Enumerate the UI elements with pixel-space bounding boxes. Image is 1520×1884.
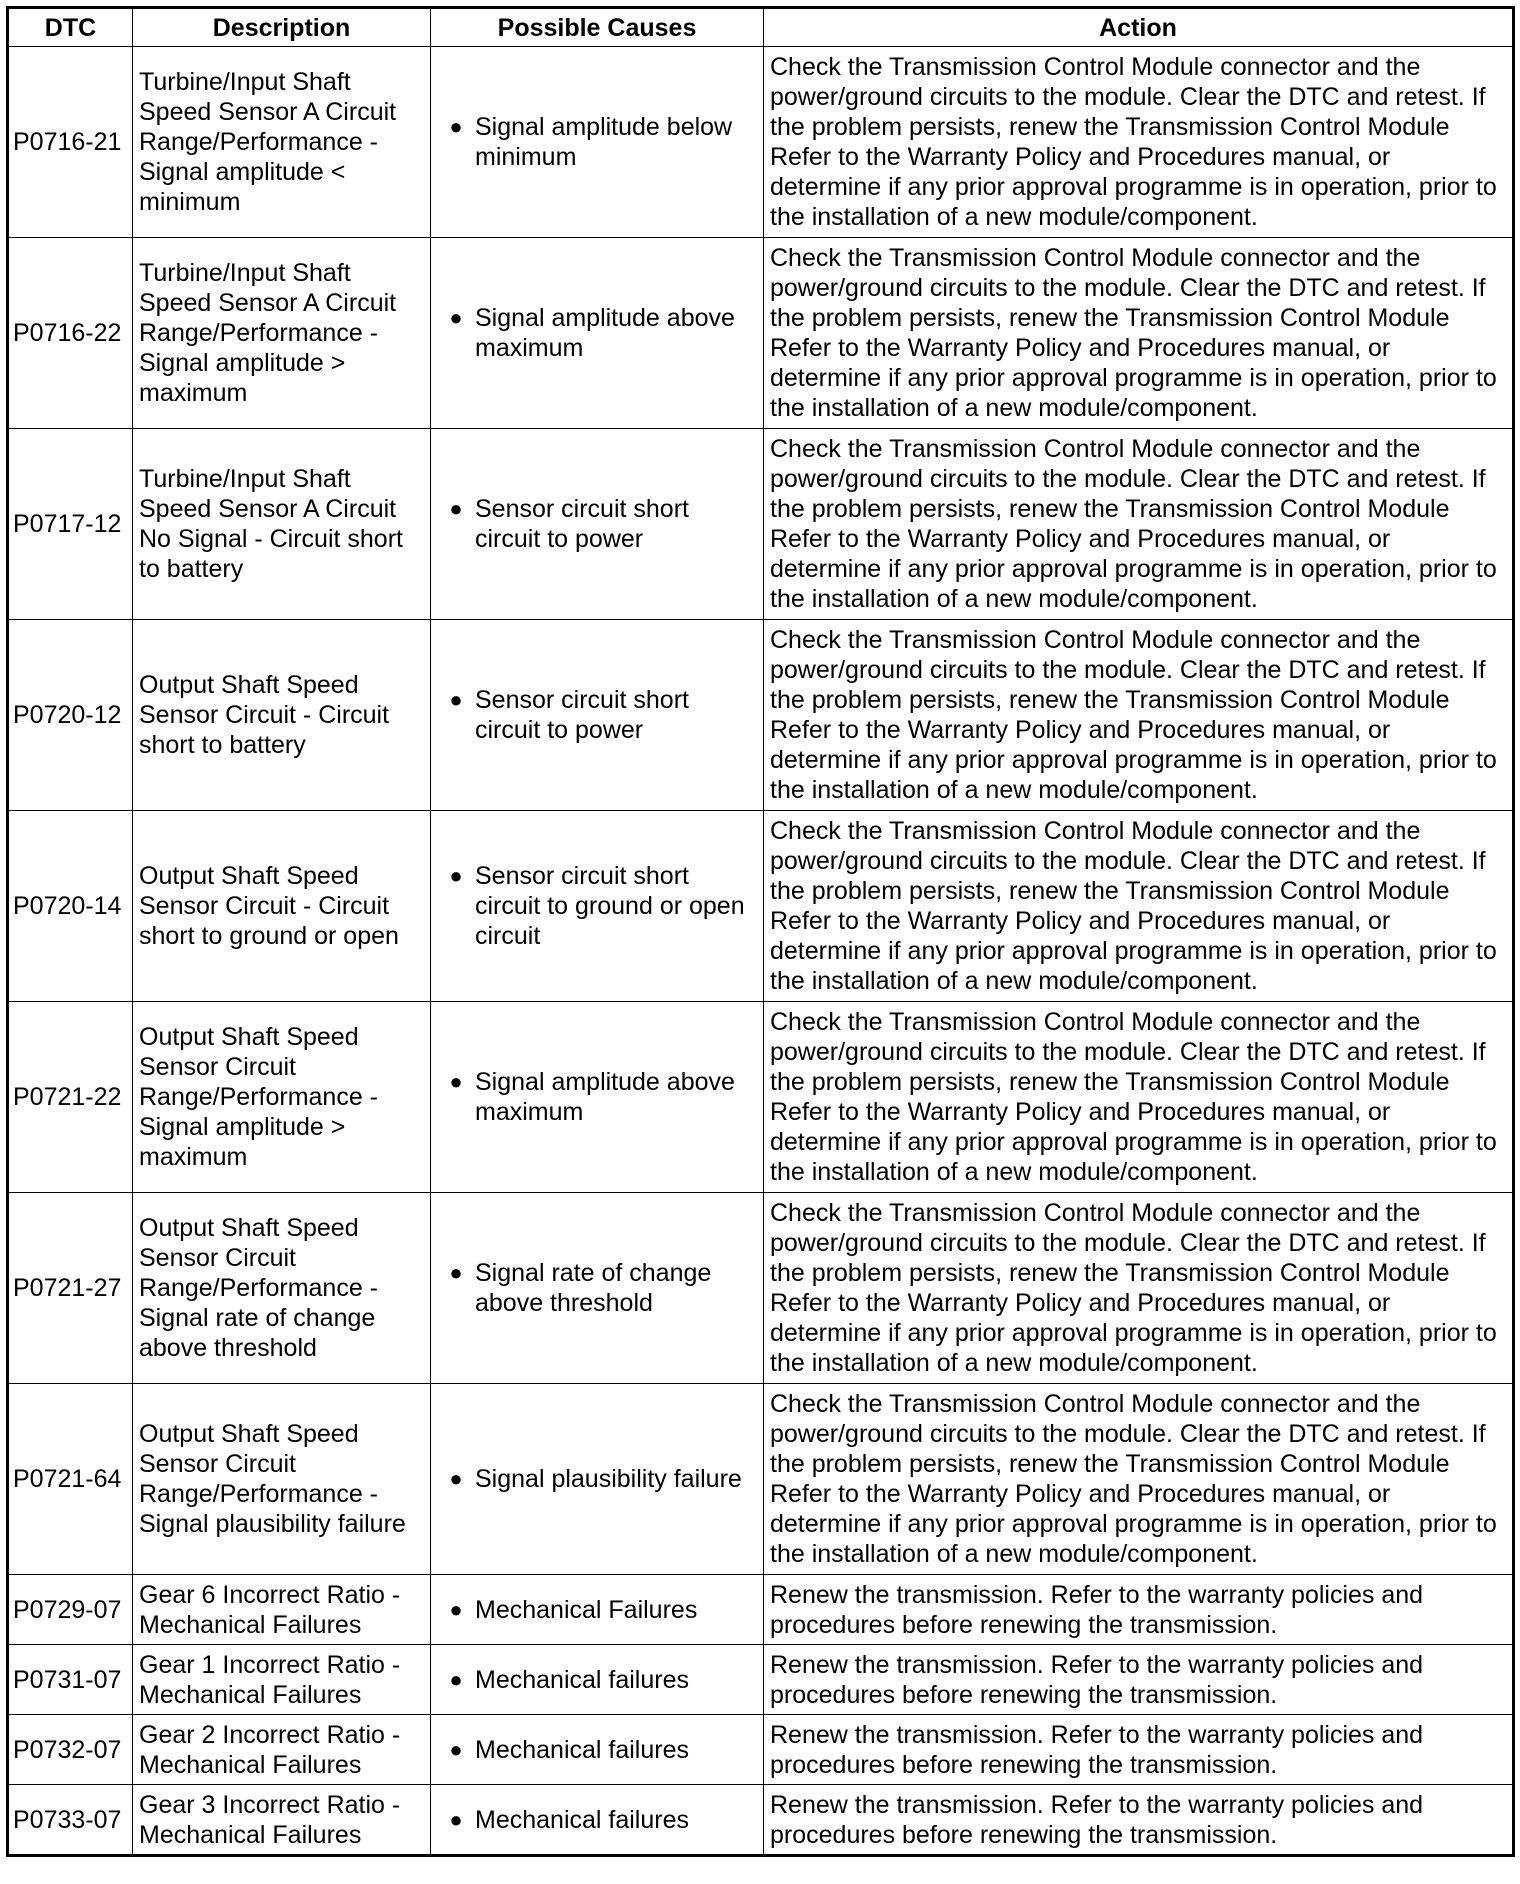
possible-cause — [431, 429, 764, 620]
possible-cause — [431, 47, 764, 238]
dtc-action: Renew the transmission. Refer to the warranty policies and procedures before renewing the transmission. — [764, 1575, 1514, 1645]
dtc-action: Check the Transmission Control Module connector and the power/ground circuits to the module. Clear the DTC and retest. If the problem persists, renew the Transmission Control Module Refer to the Warranty Policy and Procedures manual, or determine if any prior approval programme is in operation, prior to the installation of a new module/component. — [764, 238, 1514, 429]
header-dtc: DTC — [8, 8, 133, 47]
table-row — [8, 1193, 1514, 1384]
table-row — [8, 47, 1514, 238]
cause-text: Signal rate of change above threshold — [475, 1259, 712, 1317]
bullet-icon: ● — [449, 1069, 463, 1094]
dtc-description: Turbine/Input Shaft Speed Sensor A Circuit Range/Performance - Signal amplitude > maximum — [133, 238, 431, 429]
header-row — [8, 8, 1514, 47]
dtc-code: P0720-14 — [8, 811, 133, 1002]
table-row — [8, 1002, 1514, 1193]
possible-cause — [431, 1645, 764, 1715]
dtc-description: Output Shaft Speed Sensor Circuit Range/Performance - Signal amplitude > maximum — [133, 1002, 431, 1193]
dtc-code: P0729-07 — [8, 1575, 133, 1645]
possible-cause — [431, 1384, 764, 1575]
cause-text: Signal plausibility failure — [475, 1465, 742, 1493]
bullet-icon: ● — [449, 1596, 463, 1622]
dtc-code: P0717-12 — [8, 429, 133, 620]
table-row — [8, 811, 1514, 1002]
dtc-action: Check the Transmission Control Module connector and the power/ground circuits to the module. Clear the DTC and retest. If the problem persists, renew the Transmission Control Module Refer to the Warranty Policy and Procedures manual, or determine if any prior approval programme is in operation, prior to the installation of a new module/component. — [764, 811, 1514, 1002]
possible-cause — [431, 1575, 764, 1645]
cause-text: Mechanical Failures — [475, 1595, 698, 1624]
possible-cause — [431, 1715, 764, 1785]
dtc-code: P0721-27 — [8, 1193, 133, 1384]
dtc-action: Check the Transmission Control Module connector and the power/ground circuits to the module. Clear the DTC and retest. If the problem persists, renew the Transmission Control Module Refer to the Warranty Policy and Procedures manual, or determine if any prior approval programme is in operation, prior to the installation of a new module/component. — [764, 1193, 1514, 1384]
possible-cause — [431, 1002, 764, 1193]
bullet-icon: ● — [449, 496, 463, 521]
dtc-description: Turbine/Input Shaft Speed Sensor A Circuit Range/Performance - Signal amplitude < minimum — [133, 47, 431, 238]
dtc-description: Turbine/Input Shaft Speed Sensor A Circuit No Signal - Circuit short to battery — [133, 429, 431, 620]
table-row — [8, 1785, 1514, 1856]
table-row — [8, 1645, 1514, 1715]
bullet-icon: ● — [449, 1806, 463, 1832]
cause-text: Signal amplitude above maximum — [475, 1068, 735, 1126]
cause-text: Signal amplitude below minimum — [475, 113, 733, 171]
cause-text: Sensor circuit short circuit to power — [475, 686, 689, 744]
bullet-icon: ● — [449, 1736, 463, 1762]
dtc-code: P0721-22 — [8, 1002, 133, 1193]
dtc-action: Check the Transmission Control Module connector and the power/ground circuits to the module. Clear the DTC and retest. If the problem persists, renew the Transmission Control Module Refer to the Warranty Policy and Procedures manual, or determine if any prior approval programme is in operation, prior to the installation of a new module/component. — [764, 1002, 1514, 1193]
dtc-description: Output Shaft Speed Sensor Circuit Range/Performance - Signal plausibility failure — [133, 1384, 431, 1575]
cause-text: Mechanical failures — [475, 1805, 689, 1834]
dtc-action: Renew the transmission. Refer to the warranty policies and procedures before renewing the transmission. — [764, 1785, 1514, 1856]
cause-text: Sensor circuit short circuit to power — [475, 495, 689, 553]
header-possible-causes: Possible Causes — [431, 8, 764, 47]
dtc-code: P0716-22 — [8, 238, 133, 429]
dtc-description: Gear 3 Incorrect Ratio - Mechanical Failures — [133, 1785, 431, 1856]
bullet-icon: ● — [449, 1666, 463, 1692]
dtc-description: Gear 2 Incorrect Ratio - Mechanical Failures — [133, 1715, 431, 1785]
dtc-code: P0720-12 — [8, 620, 133, 811]
dtc-action: Check the Transmission Control Module connector and the power/ground circuits to the module. Clear the DTC and retest. If the problem persists, renew the Transmission Control Module Refer to the Warranty Policy and Procedures manual, or determine if any prior approval programme is in operation, prior to the installation of a new module/component. — [764, 620, 1514, 811]
dtc-code: P0731-07 — [8, 1645, 133, 1715]
possible-cause — [431, 1785, 764, 1856]
dtc-description: Output Shaft Speed Sensor Circuit Range/Performance - Signal rate of change above threshold — [133, 1193, 431, 1384]
cause-text: Sensor circuit short circuit to ground or open circuit — [475, 862, 745, 950]
table-body — [8, 47, 1514, 1856]
dtc-description: Output Shaft Speed Sensor Circuit - Circuit short to battery — [133, 620, 431, 811]
bullet-icon: ● — [449, 114, 463, 139]
dtc-code: P0732-07 — [8, 1715, 133, 1785]
possible-cause — [431, 1193, 764, 1384]
cause-text: Mechanical failures — [475, 1665, 689, 1694]
bullet-icon: ● — [449, 1466, 463, 1491]
cause-text: Signal amplitude above maximum — [475, 304, 735, 362]
table-header — [8, 8, 1514, 47]
possible-cause — [431, 620, 764, 811]
dtc-action: Renew the transmission. Refer to the warranty policies and procedures before renewing the transmission. — [764, 1645, 1514, 1715]
possible-cause — [431, 811, 764, 1002]
bullet-icon: ● — [449, 687, 463, 712]
table-row — [8, 1575, 1514, 1645]
possible-cause — [431, 238, 764, 429]
dtc-description: Gear 1 Incorrect Ratio - Mechanical Failures — [133, 1645, 431, 1715]
table-row — [8, 620, 1514, 811]
table-row — [8, 238, 1514, 429]
dtc-code: P0721-64 — [8, 1384, 133, 1575]
dtc-description: Output Shaft Speed Sensor Circuit - Circuit short to ground or open — [133, 811, 431, 1002]
dtc-description: Gear 6 Incorrect Ratio - Mechanical Failures — [133, 1575, 431, 1645]
dtc-code: P0733-07 — [8, 1785, 133, 1856]
header-action: Action — [764, 8, 1514, 47]
bullet-icon: ● — [449, 305, 463, 330]
table-row — [8, 1384, 1514, 1575]
dtc-action: Renew the transmission. Refer to the warranty policies and procedures before renewing the transmission. — [764, 1715, 1514, 1785]
dtc-table — [6, 6, 1515, 1857]
table-row — [8, 1715, 1514, 1785]
dtc-code: P0716-21 — [8, 47, 133, 238]
table-row — [8, 429, 1514, 620]
bullet-icon: ● — [449, 863, 463, 888]
dtc-action: Check the Transmission Control Module connector and the power/ground circuits to the module. Clear the DTC and retest. If the problem persists, renew the Transmission Control Module Refer to the Warranty Policy and Procedures manual, or determine if any prior approval programme is in operation, prior to the installation of a new module/component. — [764, 429, 1514, 620]
dtc-action: Check the Transmission Control Module connector and the power/ground circuits to the module. Clear the DTC and retest. If the problem persists, renew the Transmission Control Module Refer to the Warranty Policy and Procedures manual, or determine if any prior approval programme is in operation, prior to the installation of a new module/component. — [764, 47, 1514, 238]
header-description: Description — [133, 8, 431, 47]
cause-text: Mechanical failures — [475, 1735, 689, 1764]
bullet-icon: ● — [449, 1260, 463, 1285]
dtc-action: Check the Transmission Control Module connector and the power/ground circuits to the module. Clear the DTC and retest. If the problem persists, renew the Transmission Control Module Refer to the Warranty Policy and Procedures manual, or determine if any prior approval programme is in operation, prior to the installation of a new module/component. — [764, 1384, 1514, 1575]
